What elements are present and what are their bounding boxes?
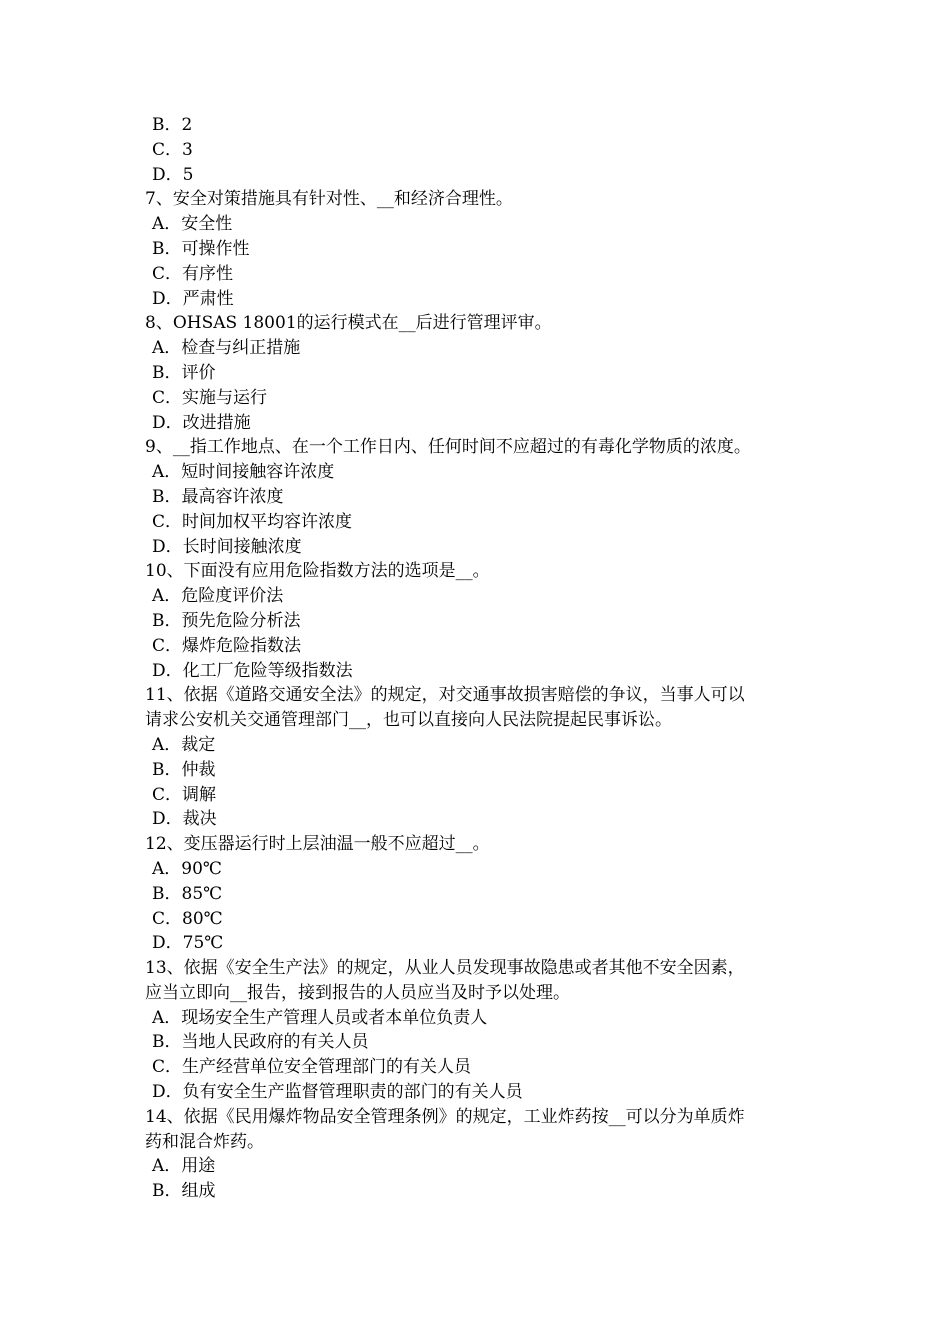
option-line [0, 609, 950, 634]
option-line [0, 783, 950, 808]
option-letter: A． [152, 858, 182, 879]
option-letter: A． [152, 214, 182, 235]
option-text: 裁决 [182, 809, 217, 830]
option-letter: A． [152, 586, 182, 607]
option-letter: B． [152, 1181, 182, 1202]
question-line: 12、变压器运行时上层油温一般不应超过__。 [145, 834, 490, 855]
option-line [0, 758, 950, 783]
option-letter: D． [152, 660, 183, 681]
option-text: 最高容许浓度 [181, 486, 284, 507]
option-line [0, 1080, 950, 1105]
option-text: 可操作性 [181, 238, 250, 259]
option-text: 严肃性 [182, 288, 234, 309]
option-letter: B． [152, 362, 182, 383]
option-text: 危险度评价法 [181, 586, 284, 607]
option-text: 有序性 [182, 263, 234, 284]
option-line [0, 1030, 950, 1055]
question-line: 8、OHSAS 18001的运行模式在__后进行管理评审。 [145, 313, 552, 334]
option-text: 裁定 [181, 734, 216, 755]
question-line: 10、下面没有应用危险指数方法的选项是__。 [145, 561, 490, 582]
option-line [0, 361, 950, 386]
option-text: 2 [181, 115, 193, 135]
question-line: 药和混合炸药。 [145, 1131, 264, 1152]
question-line: 14、依据《民用爆炸物品安全管理条例》的规定，工业炸药按__可以分为单质炸 [145, 1106, 745, 1127]
option-text: 预先危险分析法 [181, 610, 301, 631]
option-line [0, 907, 950, 932]
option-line [0, 460, 950, 485]
option-letter: B． [152, 759, 182, 780]
option-text: 安全性 [181, 214, 233, 235]
option-line [0, 138, 950, 163]
option-letter: B． [152, 486, 182, 507]
option-line [0, 733, 950, 758]
question-line: 13、依据《安全生产法》的规定，从业人员发现事故隐患或者其他不安全因素， [145, 958, 745, 979]
option-line [0, 634, 950, 659]
option-line [0, 287, 950, 312]
option-text: 短时间接触容许浓度 [181, 462, 335, 483]
option-line [0, 336, 950, 361]
option-letter: D． [152, 933, 183, 954]
question-line: 11、依据《道路交通安全法》的规定，对交通事故损害赔偿的争议，当事人可以 [145, 685, 745, 706]
option-text: 组成 [181, 1181, 216, 1202]
option-letter: D． [152, 1082, 183, 1103]
option-line [0, 262, 950, 287]
option-line [0, 931, 950, 956]
option-text: 5 [182, 164, 194, 185]
option-text: 用途 [181, 1156, 216, 1177]
option-text: 改进措施 [182, 412, 251, 433]
question-line: 7、安全对策措施具有针对性、__和经济合理性。 [145, 189, 513, 210]
option-line [0, 807, 950, 832]
option-letter: D． [152, 288, 183, 309]
option-line [0, 510, 950, 535]
document-page [0, 113, 950, 1204]
option-line [0, 163, 950, 188]
option-letter: C． [152, 635, 183, 656]
option-text: 实施与运行 [182, 387, 268, 408]
option-text: 负有安全生产监督管理职责的部门的有关人员 [182, 1082, 523, 1103]
option-letter: C． [152, 784, 183, 805]
option-letter: C． [152, 263, 183, 284]
option-text: 现场安全生产管理人员或者本单位负责人 [181, 1007, 488, 1028]
option-line [0, 411, 950, 436]
option-text: 仲裁 [181, 759, 216, 780]
option-text: 90℃ [181, 858, 222, 879]
question-line: 请求公安机关交通管理部门__，也可以直接向人民法院提起民事诉讼。 [145, 710, 672, 731]
option-line [0, 212, 950, 237]
option-letter: D． [152, 809, 183, 830]
option-letter: A． [152, 338, 182, 359]
option-text: 长时间接触浓度 [182, 536, 302, 557]
option-text: 当地人民政府的有关人员 [181, 1032, 369, 1053]
option-letter: D． [152, 164, 183, 185]
option-letter: C． [152, 139, 183, 160]
option-line [0, 386, 950, 411]
option-letter: B． [152, 1032, 182, 1053]
option-line [0, 113, 950, 138]
option-text: 检查与纠正措施 [181, 338, 301, 359]
option-line [0, 237, 950, 262]
option-letter: B． [152, 238, 182, 259]
option-line [0, 882, 950, 907]
option-line [0, 535, 950, 560]
option-text: 时间加权平均容许浓度 [182, 511, 353, 532]
option-letter: A． [152, 1007, 182, 1028]
option-text: 75℃ [182, 933, 224, 954]
option-letter: C． [152, 1057, 183, 1078]
option-line [0, 1154, 950, 1179]
option-letter: C． [152, 387, 183, 408]
option-letter: D． [152, 412, 183, 433]
option-letter: A． [152, 462, 182, 483]
question-line: 9、__指工作地点、在一个工作日内、任何时间不应超过的有毒化学物质的浓度。 [145, 437, 751, 458]
option-text: 3 [182, 139, 193, 160]
option-line [0, 1006, 950, 1031]
option-line [0, 485, 950, 510]
option-line [0, 659, 950, 684]
option-text: 爆炸危险指数法 [182, 635, 302, 656]
option-letter: D． [152, 536, 183, 557]
option-line [0, 584, 950, 609]
option-letter: A． [152, 734, 182, 755]
option-text: 生产经营单位安全管理部门的有关人员 [182, 1057, 472, 1078]
option-letter: C． [152, 511, 183, 532]
option-text: 评价 [181, 362, 216, 383]
option-line [0, 857, 950, 882]
option-letter: B． [152, 883, 182, 904]
option-letter: B． [152, 610, 182, 631]
option-text: 80℃ [182, 908, 223, 929]
option-text: 85℃ [181, 883, 223, 904]
option-letter: A． [152, 1156, 182, 1177]
option-line [0, 1055, 950, 1080]
option-letter: C． [152, 908, 183, 929]
question-line: 应当立即向__报告，接到报告的人员应当及时予以处理。 [145, 982, 570, 1003]
option-letter: B． [152, 115, 182, 135]
option-text: 调解 [182, 784, 217, 805]
option-text: 化工厂危险等级指数法 [182, 660, 353, 681]
option-line [0, 1179, 950, 1204]
